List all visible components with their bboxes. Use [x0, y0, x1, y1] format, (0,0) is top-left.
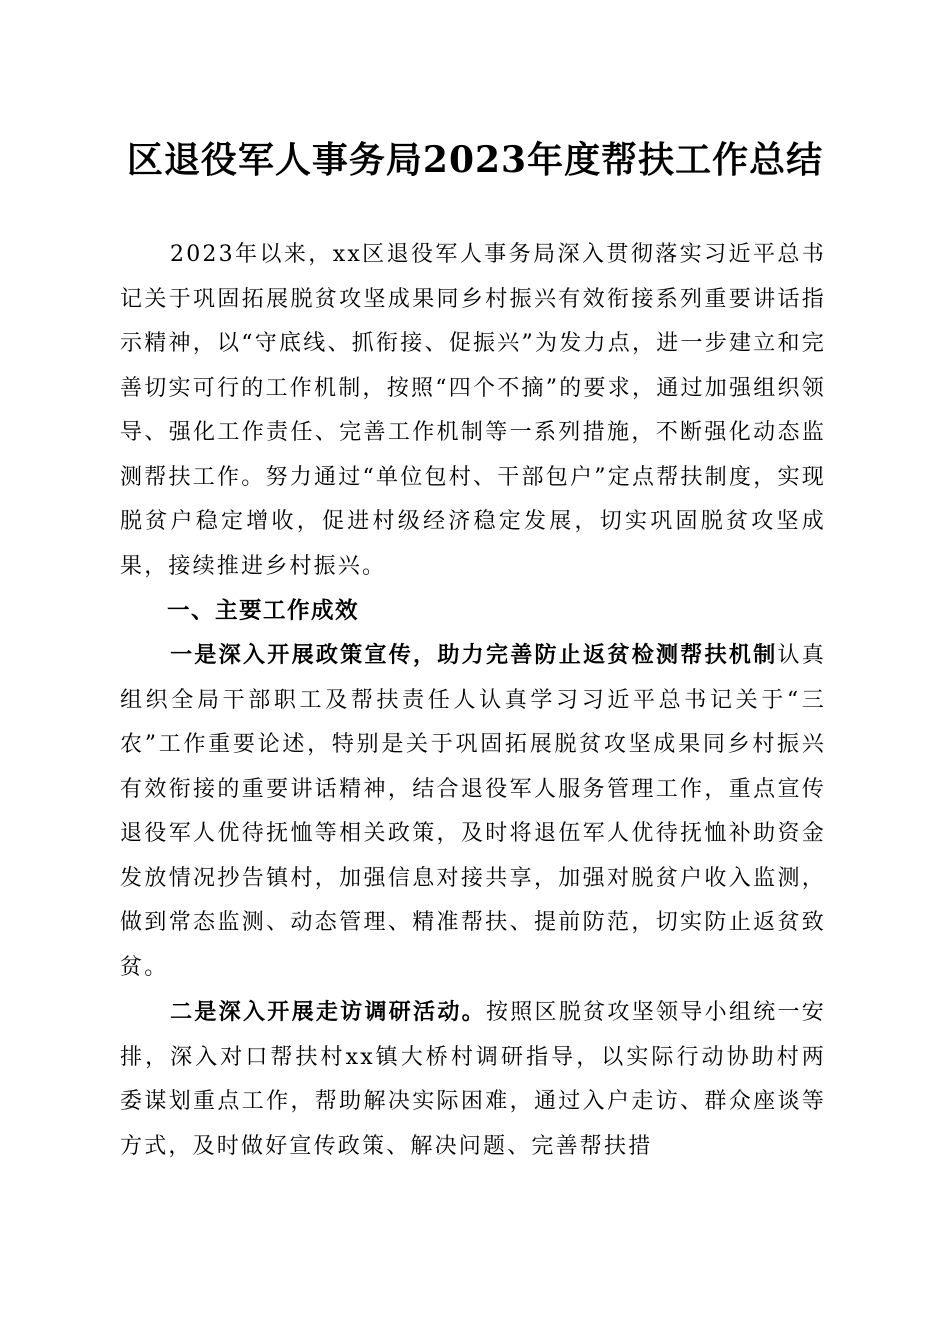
document-title: 区退役军人事务局2023年度帮扶工作总结	[126, 139, 824, 181]
item-one-paragraph	[120, 633, 826, 990]
intro-paragraph	[120, 233, 826, 589]
item-two-body: 按照区脱贫攻坚领导小组统一安排，深入对口帮扶村xx镇大桥村调研指导，以实际行动协助村两委谋划重点工作，帮助解决实际困难，通过入户走访、群众座谈等方式，及时做好宣传政策、解决问题、完善帮扶措	[120, 1000, 826, 1159]
item-two-lead: 二是深入开展走访调研活动。	[170, 999, 486, 1025]
section-heading: 一、主要工作成效	[167, 598, 360, 624]
intro-paragraph-text: 2023年以来，xx区退役军人事务局深入贯彻落实习近平总书记关于巩固拓展脱贫攻坚成果同乡村振兴有效衔接系列重要讲话指示精神，以“守底线、抓衔接、促振兴”为发力点，进一步建立和完善切实可行的工作机制，按照“四个不摘”的要求，通过加强组织领导、强化工作责任、完善工作机制等一系列措施，不断强化动态监测帮扶工作。努力通过“单位包村、干部包户”定点帮扶制度，实现脱贫户稳定增收，促进村级经济稳定发展，切实巩固脱贫攻坚成果，接续推进乡村振兴。	[120, 242, 826, 579]
item-one-body: 认真组织全局干部职工及帮扶责任人认真学习习近平总书记关于“三农”工作重要论述，特别是关于巩固拓展脱贫攻坚成果同乡村振兴有效衔接的重要讲话精神，结合退役军人服务管理工作，重点宣传退役军人优待抚恤等相关政策，及时将退伍军人优待抚恤补助资金发放情况抄告镇村，加强信息对接共享，加强对脱贫户收入监测，做到常态监测、动态管理、精准帮扶、提前防范，切实防止返贫致贫。	[120, 643, 826, 980]
item-one-lead: 一是深入开展政策宣传，助力完善防止返贫检测帮扶机制	[170, 642, 778, 668]
item-two-paragraph	[120, 990, 826, 1169]
